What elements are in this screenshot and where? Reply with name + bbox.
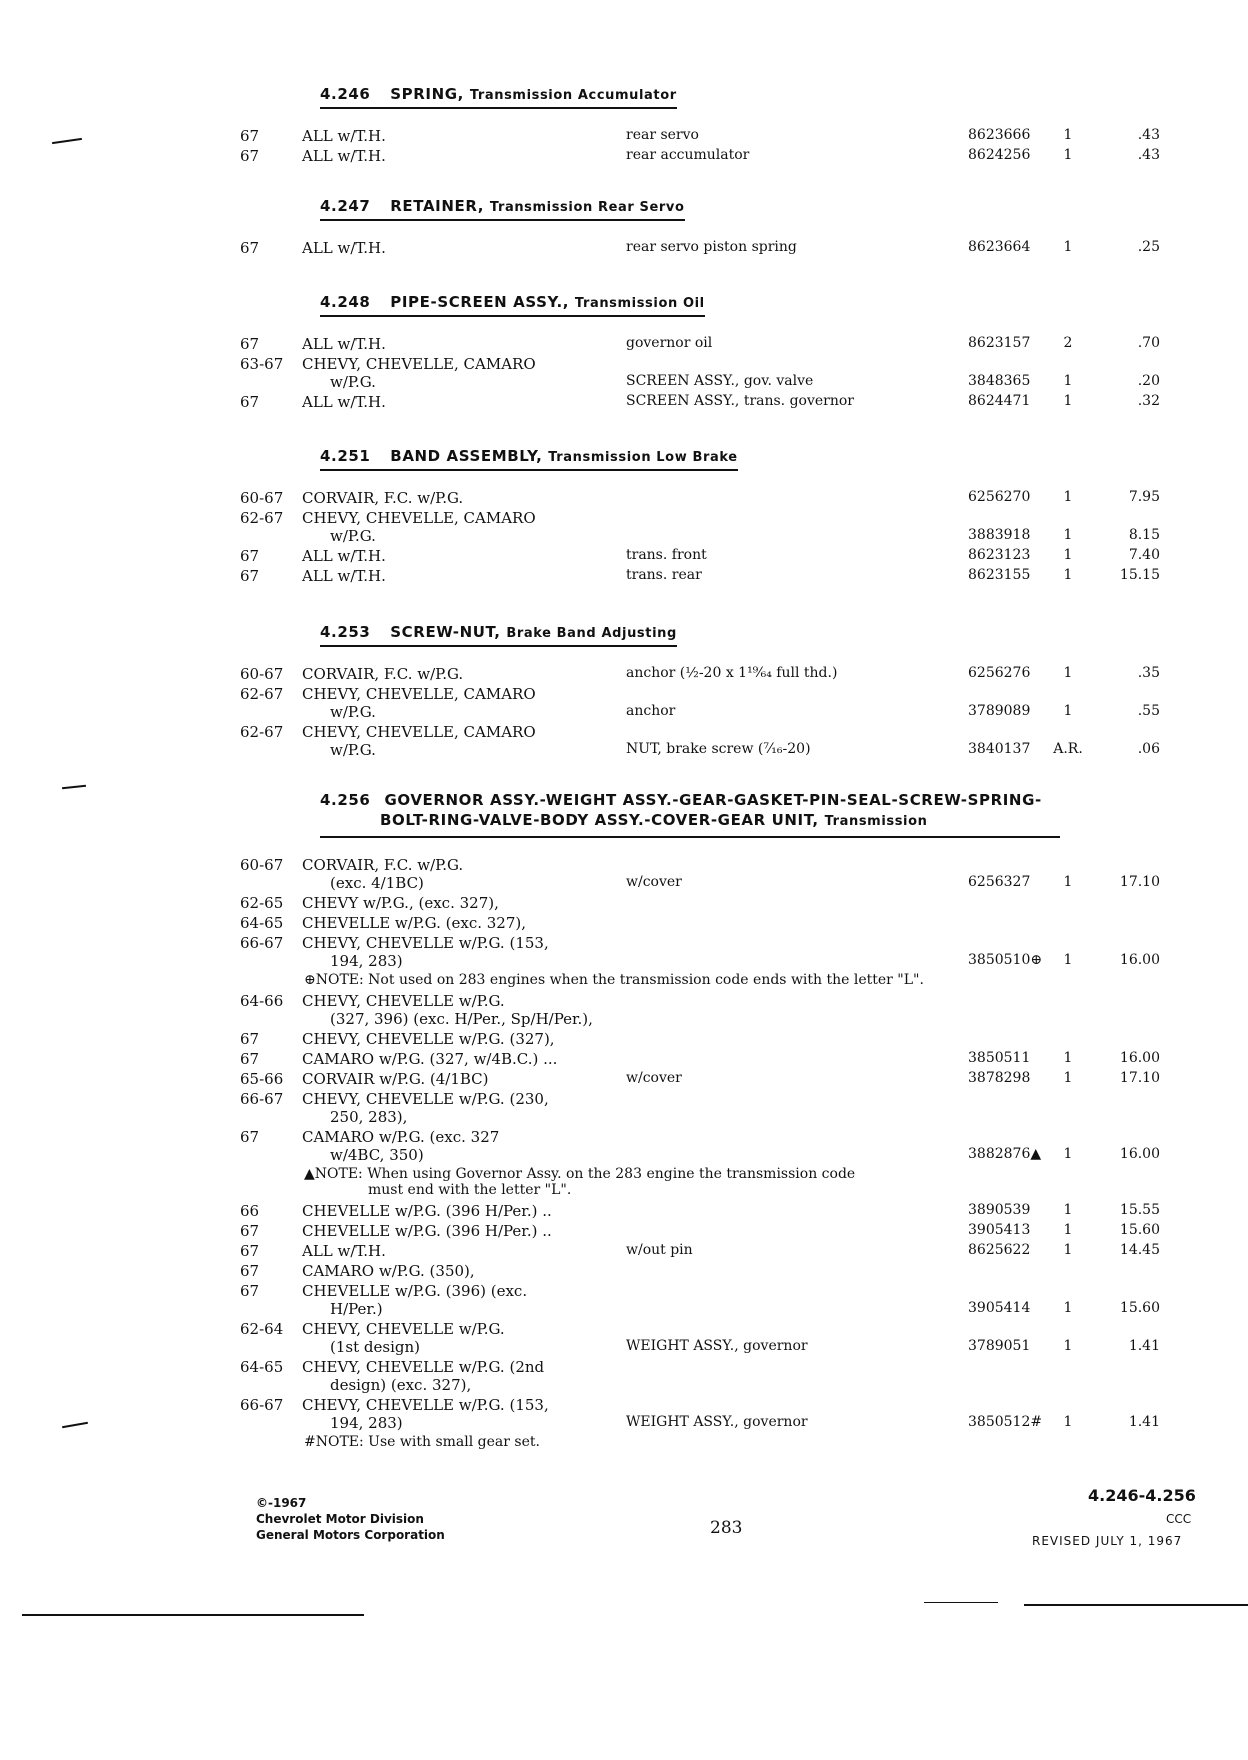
table-row [240, 393, 1160, 413]
table-row [240, 1050, 1160, 1070]
price-cell: .43 [1137, 147, 1160, 163]
section-heading [320, 85, 677, 109]
catalog-section [240, 446, 1160, 587]
model-cell [302, 547, 592, 565]
footnote-text: ⊕NOTE: Not used on 283 engines when the transmission code ends with the letter "L". [304, 972, 924, 988]
description-cell: w/cover [626, 1070, 682, 1086]
section-title: RETAINER, [390, 197, 485, 215]
year-cell: 65-66 [240, 1070, 284, 1088]
year-cell: 67 [240, 1222, 260, 1240]
table-row [240, 1202, 1160, 1222]
quantity-cell: 1 [1063, 489, 1073, 505]
section-qualifier: Brake Band Adjusting [506, 626, 677, 641]
price-cell: 17.10 [1119, 874, 1160, 890]
price-cell: .32 [1137, 393, 1160, 409]
year-cell: 66 [240, 1202, 260, 1220]
model-line1: CHEVY, CHEVELLE w/P.G. (153, [302, 934, 549, 952]
quantity-cell: 1 [1063, 373, 1073, 389]
year-cell: 67 [240, 1242, 260, 1260]
table-row [240, 1262, 1160, 1282]
table-row [240, 127, 1160, 147]
part-number-cell: 8623664 [968, 239, 1031, 255]
footer-copyright: ©-1967 [256, 1496, 307, 1510]
model-cell [302, 1202, 592, 1220]
table-row [240, 1396, 1160, 1434]
part-number-cell: 6256270 [968, 489, 1031, 505]
footer-division: Chevrolet Motor Division [256, 1512, 424, 1526]
model-line1: CHEVELLE w/P.G. (396 H/Per.) .. [302, 1222, 552, 1240]
description-cell: SCREEN ASSY., trans. governor [626, 393, 854, 409]
part-number-cell: 8625622 [968, 1242, 1031, 1258]
price-cell: 7.40 [1128, 547, 1160, 563]
model-line1: ALL w/T.H. [302, 127, 386, 145]
description-cell: rear servo [626, 127, 699, 143]
table-row [240, 239, 1160, 259]
year-cell: 60-67 [240, 489, 284, 507]
model-cell [302, 894, 592, 912]
model-line1: ALL w/T.H. [302, 335, 386, 353]
part-number-cell: 8623123 [968, 547, 1031, 563]
model-cell [302, 1050, 592, 1068]
section-qualifier: Transmission Low Brake [548, 450, 738, 465]
quantity-cell: A.R. [1053, 741, 1083, 757]
year-cell: 66-67 [240, 1090, 284, 1108]
section-number: 4.248 [320, 293, 371, 311]
description-cell: trans. front [626, 547, 707, 563]
model-line1: CHEVY, CHEVELLE w/P.G. (327), [302, 1030, 555, 1048]
model-line2: w/P.G. [330, 527, 376, 545]
quantity-cell: 1 [1063, 547, 1073, 563]
year-cell: 67 [240, 127, 260, 145]
year-cell: 67 [240, 335, 260, 353]
year-cell: 67 [240, 547, 260, 565]
section-heading [320, 790, 1060, 838]
year-cell: 62-67 [240, 723, 284, 741]
description-cell: WEIGHT ASSY., governor [626, 1338, 808, 1354]
section-heading [320, 293, 705, 317]
year-cell: 67 [240, 567, 260, 585]
year-cell: 67 [240, 393, 260, 411]
model-line1: ALL w/T.H. [302, 1242, 386, 1260]
section-title: BAND ASSEMBLY, [390, 447, 543, 465]
table-row [240, 1070, 1160, 1090]
price-cell: .70 [1137, 335, 1160, 351]
table-row [240, 1242, 1160, 1262]
price-cell: .35 [1137, 665, 1160, 681]
footnote [304, 1166, 1160, 1202]
quantity-cell: 1 [1063, 527, 1073, 543]
price-cell: 7.95 [1128, 489, 1160, 505]
footer-revised: REVISED JULY 1, 1967 [1032, 1534, 1183, 1548]
description-cell: anchor (½-20 x 1¹⁹⁄₆₄ full thd.) [626, 665, 838, 681]
model-line1: CHEVY, CHEVELLE w/P.G. (230, [302, 1090, 549, 1108]
model-line1: CHEVY, CHEVELLE, CAMARO [302, 685, 536, 703]
model-line1: CAMARO w/P.G. (350), [302, 1262, 475, 1280]
model-cell [302, 509, 592, 545]
model-line1: CORVAIR w/P.G. (4/1BC) [302, 1070, 489, 1088]
part-number-cell: 3882876▲ [968, 1146, 1042, 1162]
quantity-cell: 2 [1063, 335, 1073, 351]
part-number-cell: 8623155 [968, 567, 1031, 583]
section-heading [320, 447, 738, 471]
model-line2: w/P.G. [330, 703, 376, 721]
bottom-rule-right [1024, 1604, 1248, 1606]
description-cell: rear servo piston spring [626, 239, 797, 255]
price-cell: 14.45 [1119, 1242, 1160, 1258]
footnote-text-line2: must end with the letter "L". [368, 1182, 572, 1198]
price-cell: 16.00 [1119, 1050, 1160, 1066]
table-row [240, 567, 1160, 587]
model-line1: CHEVY w/P.G., (exc. 327), [302, 894, 499, 912]
part-number-cell: 3850511 [968, 1050, 1031, 1066]
description-cell: governor oil [626, 335, 713, 351]
model-line1: CHEVY, CHEVELLE w/P.G. (153, [302, 1396, 549, 1414]
model-line1: CAMARO w/P.G. (327, w/4B.C.) ... [302, 1050, 558, 1068]
model-cell [302, 1222, 592, 1240]
catalog-section [240, 292, 1160, 413]
table-row [240, 665, 1160, 685]
year-cell: 67 [240, 1030, 260, 1048]
year-cell: 67 [240, 1282, 260, 1300]
part-number-cell: 3890539 [968, 1202, 1031, 1218]
footnote [304, 972, 1160, 992]
model-cell [302, 127, 592, 145]
model-line2: 194, 283) [330, 1414, 403, 1432]
part-number-cell: 6256276 [968, 665, 1031, 681]
table-row [240, 1358, 1160, 1396]
model-line2: w/4BC, 350) [330, 1146, 424, 1164]
margin-mark [62, 785, 86, 789]
model-cell [302, 1070, 592, 1088]
section-qualifier: Transmission Oil [574, 296, 705, 311]
section-title: PIPE-SCREEN ASSY., [390, 293, 570, 311]
quantity-cell: 1 [1063, 1242, 1073, 1258]
catalog-section [240, 622, 1160, 761]
part-number-cell: 3878298 [968, 1070, 1031, 1086]
footnote-text: ▲NOTE: When using Governor Assy. on the 283 engine the transmission code [304, 1166, 856, 1182]
description-cell: w/out pin [626, 1242, 693, 1258]
year-cell: 67 [240, 1050, 260, 1068]
model-cell [302, 335, 592, 353]
year-cell: 64-65 [240, 914, 284, 932]
model-line1: CAMARO w/P.G. (exc. 327 [302, 1128, 500, 1146]
price-cell: 15.60 [1119, 1300, 1160, 1316]
description-cell: anchor [626, 703, 676, 719]
table-row [240, 1282, 1160, 1320]
model-cell [302, 1396, 592, 1432]
quantity-cell: 1 [1063, 665, 1073, 681]
footnote-text: #NOTE: Use with small gear set. [304, 1434, 540, 1450]
price-cell: .25 [1137, 239, 1160, 255]
quantity-cell: 1 [1063, 567, 1073, 583]
quantity-cell: 1 [1063, 1202, 1073, 1218]
table-row [240, 914, 1160, 934]
model-line1: CORVAIR, F.C. w/P.G. [302, 489, 464, 507]
model-line2: (327, 396) (exc. H/Per., Sp/H/Per.), [330, 1010, 593, 1028]
price-cell: .20 [1137, 373, 1160, 389]
model-cell [302, 393, 592, 411]
part-number-cell: 3848365 [968, 373, 1031, 389]
footer-code: CCC [1166, 1512, 1192, 1526]
part-number-cell: 6256327 [968, 874, 1031, 890]
part-number-cell: 8624471 [968, 393, 1031, 409]
model-line2: 194, 283) [330, 952, 403, 970]
year-cell: 67 [240, 1262, 260, 1280]
section-title-line2: BOLT-RING-VALVE-BODY ASSY.-COVER-GEAR UNIT, [380, 811, 819, 829]
model-line1: CHEVY, CHEVELLE, CAMARO [302, 723, 536, 741]
model-line2: (1st design) [330, 1338, 420, 1356]
footnote [304, 1434, 1160, 1454]
quantity-cell: 1 [1063, 1146, 1073, 1162]
section-qualifier: Transmission [824, 814, 928, 829]
table-row [240, 1090, 1160, 1128]
part-number-cell: 3840137 [968, 741, 1031, 757]
model-line1: ALL w/T.H. [302, 547, 386, 565]
model-line2: H/Per.) [330, 1300, 383, 1318]
section-number: 4.256 [320, 791, 371, 809]
table-row [240, 147, 1160, 167]
model-cell [302, 1262, 592, 1280]
part-number-cell: 3850510⊕ [968, 952, 1043, 968]
quantity-cell: 1 [1063, 1300, 1073, 1316]
price-cell: 15.15 [1119, 567, 1160, 583]
model-line1: ALL w/T.H. [302, 393, 386, 411]
year-cell: 66-67 [240, 934, 284, 952]
table-row [240, 355, 1160, 393]
table-row [240, 1320, 1160, 1358]
description-cell: w/cover [626, 874, 682, 890]
model-line2: w/P.G. [330, 741, 376, 759]
price-cell: 15.55 [1119, 1202, 1160, 1218]
quantity-cell: 1 [1063, 703, 1073, 719]
catalog-section [240, 196, 1160, 259]
model-cell [302, 723, 592, 759]
table-row [240, 509, 1160, 547]
model-line1: CORVAIR, F.C. w/P.G. [302, 665, 464, 683]
description-cell: WEIGHT ASSY., governor [626, 1414, 808, 1430]
quantity-cell: 1 [1063, 147, 1073, 163]
table-row [240, 723, 1160, 761]
price-cell: 16.00 [1119, 952, 1160, 968]
year-cell: 62-65 [240, 894, 284, 912]
model-line2: w/P.G. [330, 373, 376, 391]
model-cell [302, 1090, 592, 1126]
quantity-cell: 1 [1063, 1050, 1073, 1066]
model-cell [302, 992, 592, 1028]
quantity-cell: 1 [1063, 1222, 1073, 1238]
table-row [240, 685, 1160, 723]
margin-mark [62, 1422, 88, 1428]
model-line1: CHEVY, CHEVELLE w/P.G. (2nd [302, 1358, 545, 1376]
part-number-cell: 3789089 [968, 703, 1031, 719]
catalog-section-governor [240, 790, 1160, 1454]
section-number: 4.253 [320, 623, 371, 641]
description-cell: trans. rear [626, 567, 702, 583]
part-number-cell: 3789051 [968, 1338, 1031, 1354]
table-row [240, 1030, 1160, 1050]
model-line2: 250, 283), [330, 1108, 408, 1126]
model-line1: ALL w/T.H. [302, 567, 386, 585]
part-number-cell: 3905414 [968, 1300, 1031, 1316]
model-line1: CHEVY, CHEVELLE w/P.G. [302, 1320, 505, 1338]
table-row [240, 992, 1160, 1030]
footer-range: 4.246-4.256 [1088, 1486, 1196, 1505]
price-cell: .06 [1137, 741, 1160, 757]
model-cell [302, 914, 592, 932]
section-heading [320, 197, 685, 221]
section-number: 4.246 [320, 85, 371, 103]
model-line1: ALL w/T.H. [302, 147, 386, 165]
model-line1: CORVAIR, F.C. w/P.G. [302, 856, 464, 874]
year-cell: 64-65 [240, 1358, 284, 1376]
quantity-cell: 1 [1063, 239, 1073, 255]
model-line1: CHEVY, CHEVELLE, CAMARO [302, 355, 536, 373]
year-cell: 67 [240, 147, 260, 165]
model-cell [302, 147, 592, 165]
year-cell: 60-67 [240, 665, 284, 683]
part-number-cell: 8624256 [968, 147, 1031, 163]
model-cell [302, 489, 592, 507]
model-line1: CHEVELLE w/P.G. (396) (exc. [302, 1282, 528, 1300]
year-cell: 67 [240, 239, 260, 257]
model-cell [302, 1320, 592, 1356]
quantity-cell: 1 [1063, 874, 1073, 890]
section-qualifier: Transmission Accumulator [469, 88, 677, 103]
quantity-cell: 1 [1063, 127, 1073, 143]
section-title: SPRING, [390, 85, 464, 103]
section-qualifier: Transmission Rear Servo [489, 200, 685, 215]
quantity-cell: 1 [1063, 1070, 1073, 1086]
section-number: 4.247 [320, 197, 371, 215]
table-row [240, 894, 1160, 914]
price-cell: .43 [1137, 127, 1160, 143]
price-cell: 16.00 [1119, 1146, 1160, 1162]
year-cell: 64-66 [240, 992, 284, 1010]
part-number-cell: 3905413 [968, 1222, 1031, 1238]
margin-mark [52, 138, 82, 144]
model-cell [302, 1242, 592, 1260]
footer-corp: General Motors Corporation [256, 1528, 445, 1542]
part-number-cell: 3883918 [968, 527, 1031, 543]
year-cell: 63-67 [240, 355, 284, 373]
model-cell [302, 1358, 592, 1394]
description-cell: SCREEN ASSY., gov. valve [626, 373, 814, 389]
page-number: 283 [710, 1518, 743, 1538]
model-cell [302, 1128, 592, 1164]
model-cell [302, 567, 592, 585]
model-line1: CHEVELLE w/P.G. (396 H/Per.) .. [302, 1202, 552, 1220]
year-cell: 66-67 [240, 1396, 284, 1414]
section-title: SCREW-NUT, [390, 623, 501, 641]
model-cell [302, 685, 592, 721]
model-cell [302, 934, 592, 970]
model-line1: ALL w/T.H. [302, 239, 386, 257]
model-line1: CHEVELLE w/P.G. (exc. 327), [302, 914, 527, 932]
price-cell: 8.15 [1128, 527, 1160, 543]
part-number-cell: 3850512# [968, 1414, 1043, 1430]
table-row [240, 1222, 1160, 1242]
table-row [240, 934, 1160, 972]
table-row [240, 1128, 1160, 1166]
catalog-section [240, 84, 1160, 167]
quantity-cell: 1 [1063, 393, 1073, 409]
model-cell [302, 665, 592, 683]
table-row [240, 335, 1160, 355]
table-row [240, 856, 1160, 894]
bottom-rule-mid [924, 1602, 998, 1603]
description-cell: rear accumulator [626, 147, 750, 163]
part-number-cell: 8623666 [968, 127, 1031, 143]
part-number-cell: 8623157 [968, 335, 1031, 351]
price-cell: 1.41 [1128, 1338, 1160, 1354]
table-row [240, 489, 1160, 509]
year-cell: 67 [240, 1128, 260, 1146]
quantity-cell: 1 [1063, 952, 1073, 968]
quantity-cell: 1 [1063, 1414, 1073, 1430]
bottom-rule-left [22, 1614, 364, 1616]
model-cell [302, 355, 592, 391]
year-cell: 62-67 [240, 685, 284, 703]
year-cell: 60-67 [240, 856, 284, 874]
year-cell: 62-64 [240, 1320, 284, 1338]
model-cell [302, 1282, 592, 1318]
section-title-line1: GOVERNOR ASSY.-WEIGHT ASSY.-GEAR-GASKET-PIN-SEAL-SCREW-SPRING- [384, 791, 1042, 809]
model-line2: design) (exc. 327), [330, 1376, 472, 1394]
model-cell [302, 239, 592, 257]
model-line2: (exc. 4/1BC) [330, 874, 424, 892]
description-cell: NUT, brake screw (⁷⁄₁₆-20) [626, 741, 811, 757]
price-cell: 1.41 [1128, 1414, 1160, 1430]
model-cell [302, 856, 592, 892]
model-line1: CHEVY, CHEVELLE, CAMARO [302, 509, 536, 527]
section-heading [320, 623, 677, 647]
model-cell [302, 1030, 592, 1048]
section-number: 4.251 [320, 447, 371, 465]
price-cell: 17.10 [1119, 1070, 1160, 1086]
model-line1: CHEVY, CHEVELLE w/P.G. [302, 992, 505, 1010]
table-row [240, 547, 1160, 567]
price-cell: .55 [1137, 703, 1160, 719]
price-cell: 15.60 [1119, 1222, 1160, 1238]
quantity-cell: 1 [1063, 1338, 1073, 1354]
year-cell: 62-67 [240, 509, 284, 527]
